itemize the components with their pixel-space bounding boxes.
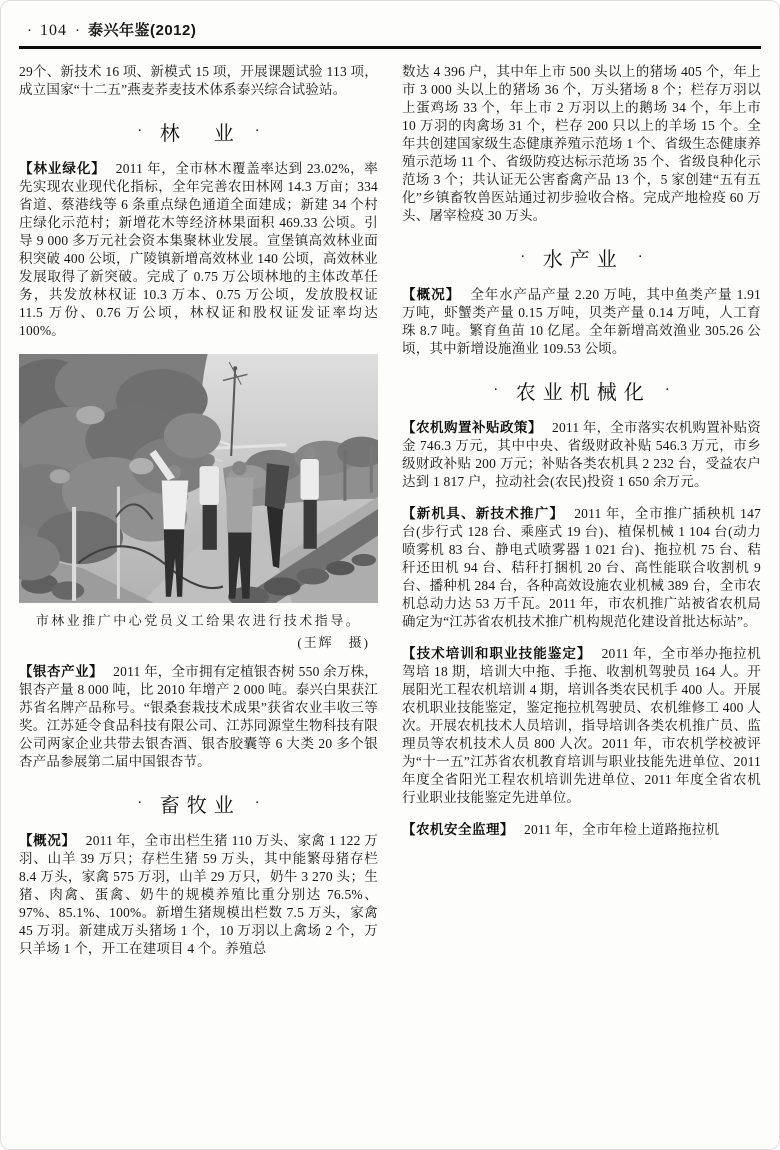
entry-ginkgo-industry <box>19 663 378 771</box>
entry-training-certification <box>402 645 761 807</box>
two-column-layout <box>19 63 761 958</box>
heading-dot: · <box>664 382 670 398</box>
entry-label: 【概况】 <box>19 832 76 848</box>
entry-label: 【林业绿化】 <box>19 161 106 176</box>
page-number: 104 <box>40 22 67 39</box>
entry-text: 2011 年，全市落实农机购置补贴资金 746.3 万元，其中中央、省级财政补贴 546.3 万元，市乡级财政补贴 200 万元；补贴各类农机具 2 232 台，受益农户达到 1 817 户，拉动社会(农民)投资 1 650 余万元。 <box>402 420 761 489</box>
continuation-paragraph: 29个、新技术 16 项、新模式 15 项，开展课题试验 113 项，成立国家“十二五”燕麦荞麦技术体系泰兴综合试验站。 <box>19 64 378 97</box>
entry-safety-supervision <box>402 821 761 839</box>
entry-text: 2011 年，全市举办拖拉机驾培 18 期，培训大中拖、手拖、收割机驾驶员 164 人。开展阳光工程农机培训 4 期，培训各类农民机手 400 人。开展农机职业技能鉴定，鉴定拖拉机驾驶员、农机维修工 400 人次。开展农机技术人员培训，指导培训各类农机推广员、监理员等农机技术人员 800 人次。2011 年，市农机学校被评为“十一五”江苏省农机教育培训与职业技能先进单位、2011 年度全省阳光工程农机培训先进单位、2011 年度全省农机行业职业技能鉴定先进单位。 <box>402 646 761 805</box>
right-column <box>402 63 761 958</box>
header-dot: · <box>75 23 80 39</box>
heading-dot: · <box>137 123 143 139</box>
photo-credit: (王辉 摄) <box>297 634 370 650</box>
entry-subsidy-policy <box>402 419 761 491</box>
entry-fishery-overview <box>402 286 761 358</box>
section-heading-text: 水产业 <box>542 249 624 271</box>
heading-dot: · <box>520 249 526 265</box>
heading-dot: · <box>137 794 143 811</box>
entry-text: 全年水产品产量 2.20 万吨，其中鱼类产量 1.91 万吨，虾蟹类产量 0.15 万吨，贝类产量 0.14 万吨，人工育珠 8.7 吨。繁育鱼苗 10 亿尾。全年新增高效渔业 305.26 公顷，其中新增设施渔业 109.53 公顷。 <box>402 287 762 356</box>
entry-husbandry-overview <box>19 832 378 958</box>
heading-dot: · <box>637 249 643 265</box>
entry-text: 2011 年，全市拥有定植银杏树 550 余万株，银杏产量 8 000 吨，比 2010 年增产 2 000 吨。泰兴白果获江苏省名牌产品称号。“银桑套栽技术成果”获省农业丰收三等奖。江苏延令食品科技有限公司、江苏同源堂生物科技有限公司两家企业共带去银杏酒、银杏胶囊等 6 大类 20 多个银杏产品参展第二届中国银杏节。 <box>19 663 379 769</box>
section-heading-fishery <box>402 243 761 272</box>
photo-figure <box>19 354 378 651</box>
entry-forestry-greening <box>19 160 378 340</box>
entry-new-machinery-promotion <box>402 505 761 631</box>
section-heading-forestry <box>19 117 378 146</box>
header-rule <box>19 46 761 49</box>
entry-text: 2011 年，全市推广插秧机 147 台(步行式 128 台、乘座式 19 台)、植保机械 1 104 台(动力喷雾机 83 台、静电式喷雾器 1 021 台)、拖拉机 75 台、秸秆还田机 94 台、秸秆打捆机 20 台、高性能联合收割机 9 台、播种机 284 台，各种高效设施农业机械 389 台，全市农机总动力达 53 万千瓦。2011 年，市农机推广站被省农机局确定为“江苏省农机技术推广机构规范化建设首批达标站”。 <box>402 506 761 629</box>
section-heading-text: 农业机械化 <box>515 382 651 404</box>
left-column <box>19 63 378 958</box>
header-dot: · <box>27 23 32 39</box>
heading-dot: · <box>493 382 499 398</box>
entry-text: 2011 年，全市出栏生猪 110 万头、家禽 1 122 万羽、山羊 39 万只；存栏生猪 59 万头，其中能繁母猪存栏 8.4 万头，家禽 575 万羽，山羊 29 万只，奶牛 3 270 头；生猪、肉禽、蛋禽、奶牛的规模养殖比重分别达 76.5%、97%、85.1%、100%。新增生猪规模出栏数 7.5 万头，家禽 45 万羽。新建成万头猪场 1 个，10 万羽以上禽场 2 个，万只羊场 1 个，开工在建项目 4 个。养殖总 <box>19 832 378 956</box>
page-header <box>19 19 761 43</box>
yearbook-title: 泰兴年鉴(2012) <box>88 22 197 39</box>
section-heading-text: 林 业 <box>159 123 241 145</box>
continuation-paragraph: 数达 4 396 户，其中年上市 500 头以上的猪场 405 个，年上市 3 000 头以上的猪场 36 个，万头猪场 8 个；栏存万羽以上蛋鸡场 33 个，年上市 2 万羽以上的鹅场 34 个，年上市 10 万羽的肉禽场 31 个，栏存 200 只以上的羊场 15 个。全年共创建国家级生态健康养殖示范场 1 个、省级生态健康养殖示范场 11 个、省级防疫达标示范场 35 个、省级良种化示范场 3 个；共认证无公害畜禽产品 13 个，5 家创建“五有五化”乡镇畜牧兽医站通过初步验收合格。完成产地检疫 60 万头、屠宰检疫 30 万头。 <box>402 64 761 223</box>
entry-text: 2011 年，全市林木覆盖率达到 23.02%，率先实现农业现代化指标，全年完善农田林网 14.3 万亩；334 省道、蔡港线等 6 条重点绿色通道全面建成；新建 34 个村庄绿化示范村；新增花木等经济林果面积 469.33 公顷。引导 9 000 多万元社会资本集聚林业发展。宣堡镇高效林业面积突破 400 公顷，广陵镇新增高效林业 140 公顷，高效林业发展取得了新突破。完成了 0.75 万公顷林地的主体改革任务，共发放林权证 10.3 万本、0.75 万公顷，发放股权证 11.5 万份、0.76 万公顷，林权证和股权证发证率均达 100%。 <box>19 161 378 338</box>
entry-label: 【概况】 <box>402 287 461 302</box>
photo-caption-text: 市林业推广中心党员义工给果农进行技术指导。 <box>35 612 362 628</box>
entry-text: 2011 年，全市年检上道路拖拉机 <box>524 822 720 837</box>
vineyard-photo <box>19 354 378 603</box>
photo-caption <box>19 610 378 651</box>
heading-dot: · <box>254 123 260 139</box>
entry-label: 【农机安全监理】 <box>402 822 514 837</box>
section-heading-husbandry <box>19 789 378 818</box>
entry-label: 【新机具、新技术推广】 <box>402 506 565 521</box>
entry-label: 【银杏产业】 <box>19 663 104 679</box>
section-heading-mechanization <box>402 376 761 405</box>
entry-label: 【农机购置补贴政策】 <box>402 420 543 435</box>
entry-label: 【技术培训和职业技能鉴定】 <box>402 646 592 661</box>
section-heading-text: 畜牧业 <box>159 794 241 817</box>
heading-dot: · <box>254 794 260 811</box>
